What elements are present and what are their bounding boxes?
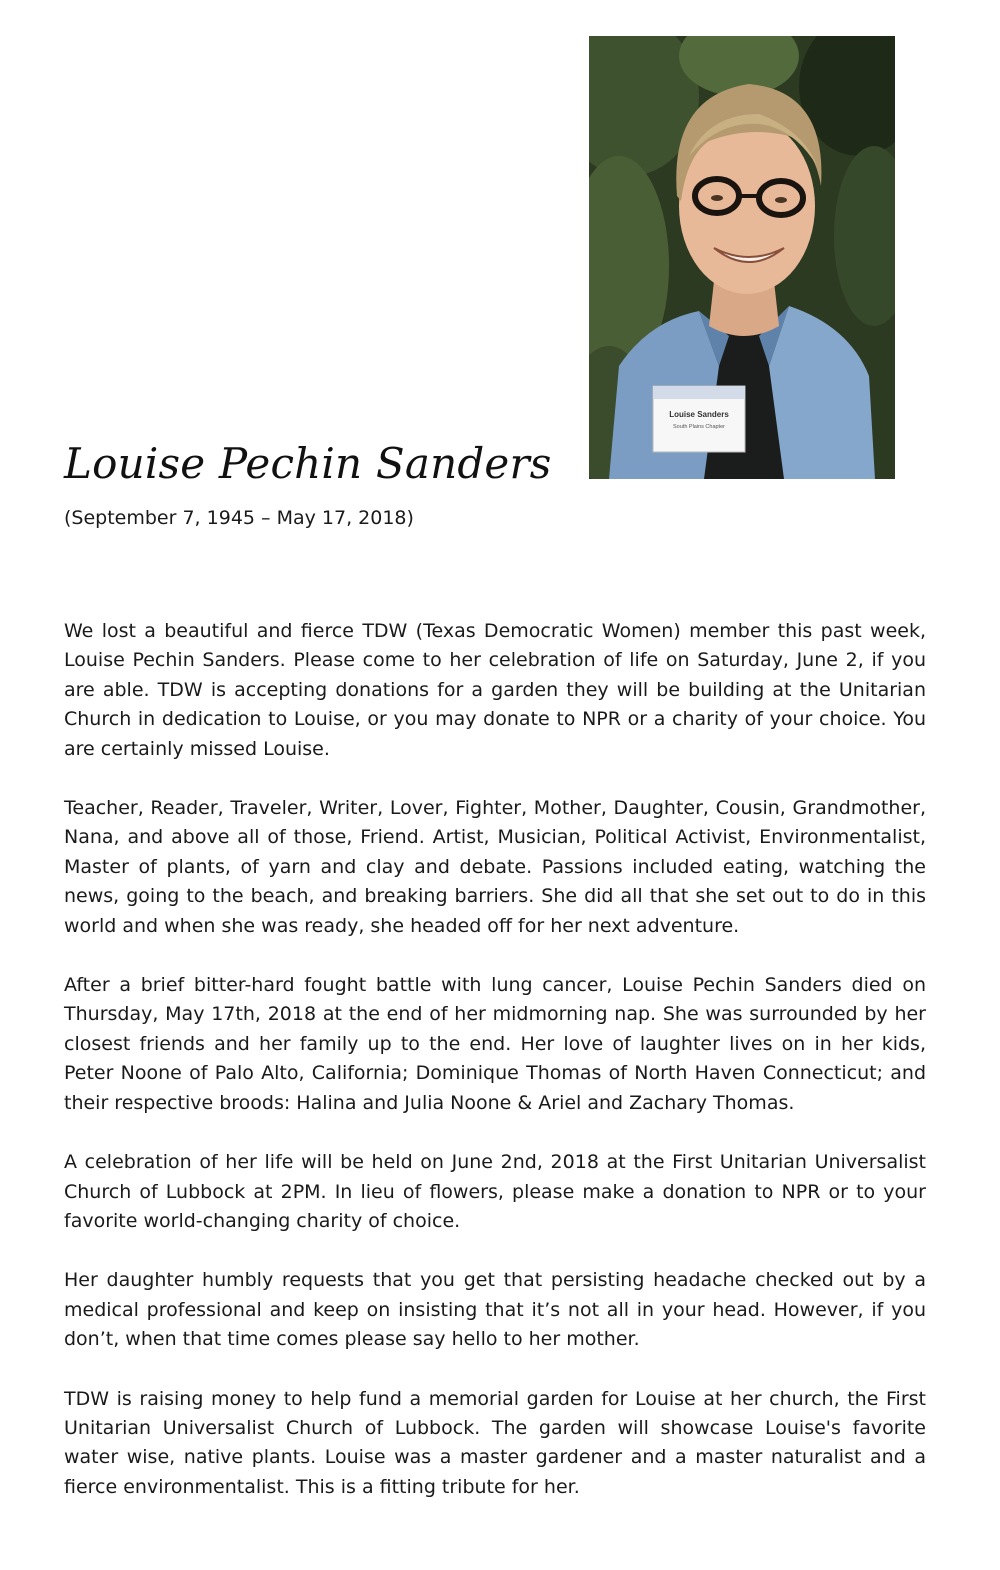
paragraph-roles: Teacher, Reader, Traveler, Writer, Lover, Fighter, Mother, Daughter, Cousin, Grandmother, Nana, and above all of those, Friend. Artist, Musician, Political Activist, Environmentalist, Master of plants, of yarn and clay and debate. Passions included eating, watching the news, going to the beach, and breaking barriers. She did all that she set out to do in this world and when she was ready, she headed off for her next adventure. (64, 797, 926, 937)
paragraph-daughter-request: Her daughter humbly requests that you get that persisting headache checked out by a medical professional and keep on insisting that it’s not all in your head. However, if you don’t, when that time comes please say hello to her mother. (64, 1269, 926, 1351)
paragraph-tdw-member: We lost a beautiful and fierce TDW (Texas Democratic Women) member this past week, Louise Pechin Sanders. Please come to her celebration of life on Saturday, June 2, if you are able. TDW is accepting donations for a garden they will be building at the Unitarian Church in dedication to Louise, or you may donate to NPR or a charity of your choice. You are certainly missed Louise. (64, 620, 926, 760)
paragraph-celebration: A celebration of her life will be held on June 2nd, 2018 at the First Unitarian Universalist Church of Lubbock at 2PM. In lieu of flowers, please make a donation to NPR or to your favorite world-changing charity of choice. (64, 1151, 926, 1232)
portrait-photo (589, 36, 895, 479)
badge-name: Louise Sanders (669, 410, 729, 419)
paragraph-memorial-garden: TDW is raising money to help fund a memorial garden for Louise at her church, the First Unitarian Universalist Church of Lubbock. The garden will showcase Louise's favorite water wise, native plants. Louise was a master gardener and a master naturalist and a fierce environmentalist. This is a fitting tribute for her. (64, 1387, 926, 1498)
paragraph-passing: After a brief bitter-hard fought battle with lung cancer, Louise Pechin Sanders died on Thursday, May 17th, 2018 at the end of her midmorning nap. She was surrounded by her closest friends and her family up to the end. Her love of laughter lives on in her kids, Peter Noone of Palo Alto, California; Dominique Thomas of North Haven Connecticut; and their respective broods: Halina and Julia Noone & Ariel and Zachary Thomas. (64, 974, 926, 1114)
person-name-heading: Louise Pechin Sanders (64, 439, 552, 488)
portrait-illustration (589, 36, 895, 479)
life-dates: (September 7, 1945 – May 17, 2018) (64, 507, 414, 529)
obituary-body (64, 617, 926, 1532)
badge-chapter: South Plains Chapter (673, 424, 725, 430)
